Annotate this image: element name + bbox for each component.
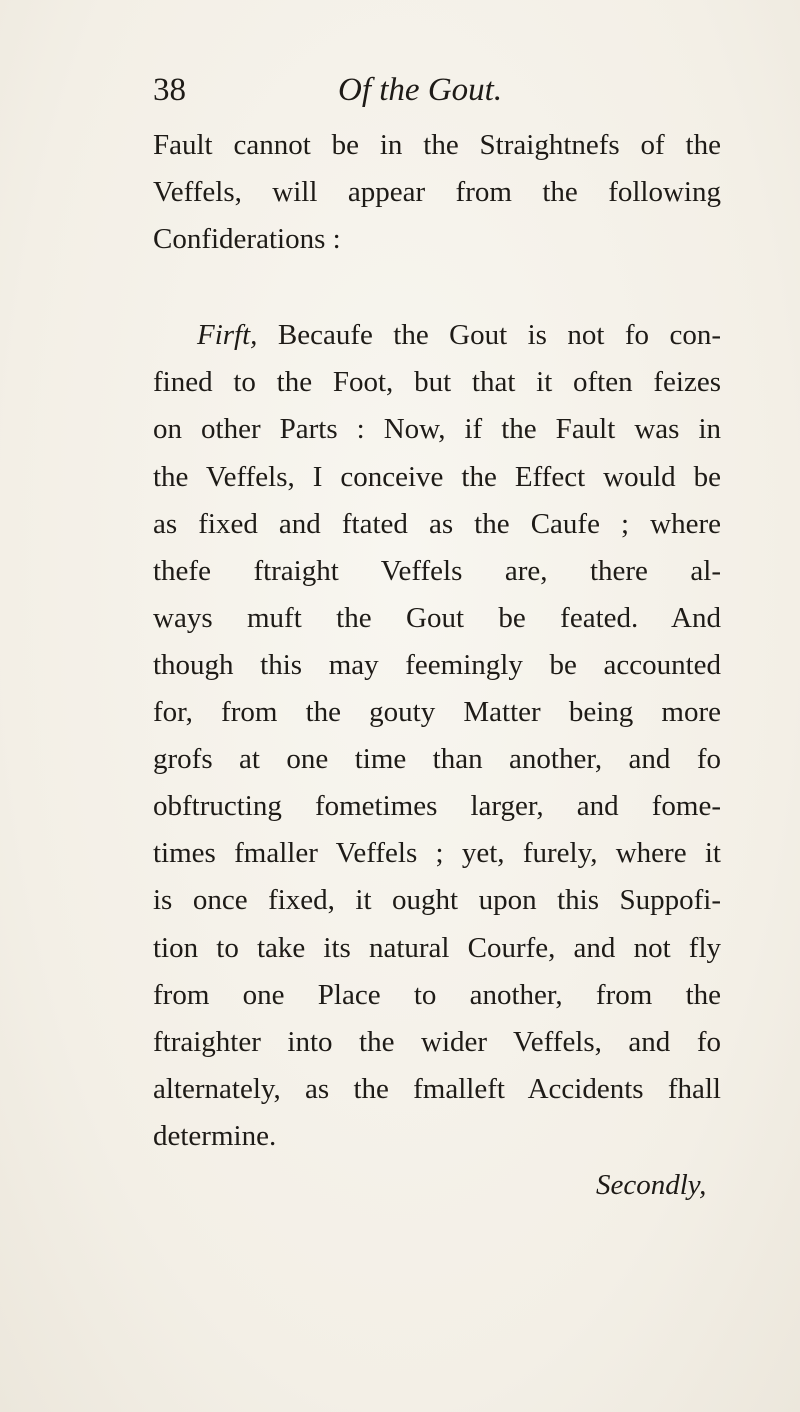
text-line-rest: Becaufe the Gout is not fo con- <box>277 319 721 352</box>
italic-word: Firft, <box>197 319 258 352</box>
body-text <box>153 122 721 1160</box>
page-header <box>153 68 713 112</box>
running-head: Of the Gout. <box>338 72 503 108</box>
text-line: determine. <box>153 1119 277 1152</box>
text-line: Confiderations : <box>153 223 341 256</box>
text-line: as fixed and ftated as the Caufe ; where <box>153 507 721 540</box>
text-line: Fault cannot be in the Straightnefs of the <box>153 129 721 161</box>
text-line: though this may feemingly be accounted <box>153 648 721 681</box>
text-line: ftraighter into the wider Veffels, and fo <box>153 1025 721 1058</box>
text-line: obftructing fometimes larger, and fome- <box>153 790 721 823</box>
text-line: is once fixed, it ought upon this Suppofi- <box>153 884 721 917</box>
text-line: Veffels, will appear from the following <box>153 176 721 209</box>
text-line: times fmaller Veffels ; yet, furely, where it <box>153 837 721 870</box>
text-line: from one Place to another, from the <box>153 978 721 1011</box>
text-line: grofs at one time than another, and fo <box>153 743 721 776</box>
text-line: the Veffels, I conceive the Effect would be <box>153 460 721 493</box>
text-line: ways muft the Gout be feated. And <box>153 601 721 634</box>
text-line: for, from the gouty Matter being more <box>153 696 721 729</box>
paragraph-opening-line <box>153 312 721 359</box>
text-line: alternately, as the fmalleft Accidents fhall <box>153 1072 721 1105</box>
text-line: fined to the Foot, but that it often feizes <box>153 366 721 399</box>
text-line: tion to take its natural Courfe, and not fly <box>153 931 721 964</box>
page-number: 38 <box>153 72 186 108</box>
text-line: thefe ftraight Veffels are, there al- <box>153 554 721 587</box>
catchword: Secondly, <box>596 1169 707 1201</box>
paragraph-gap <box>153 263 721 312</box>
text-line: on other Parts : Now, if the Fault was in <box>153 413 721 446</box>
